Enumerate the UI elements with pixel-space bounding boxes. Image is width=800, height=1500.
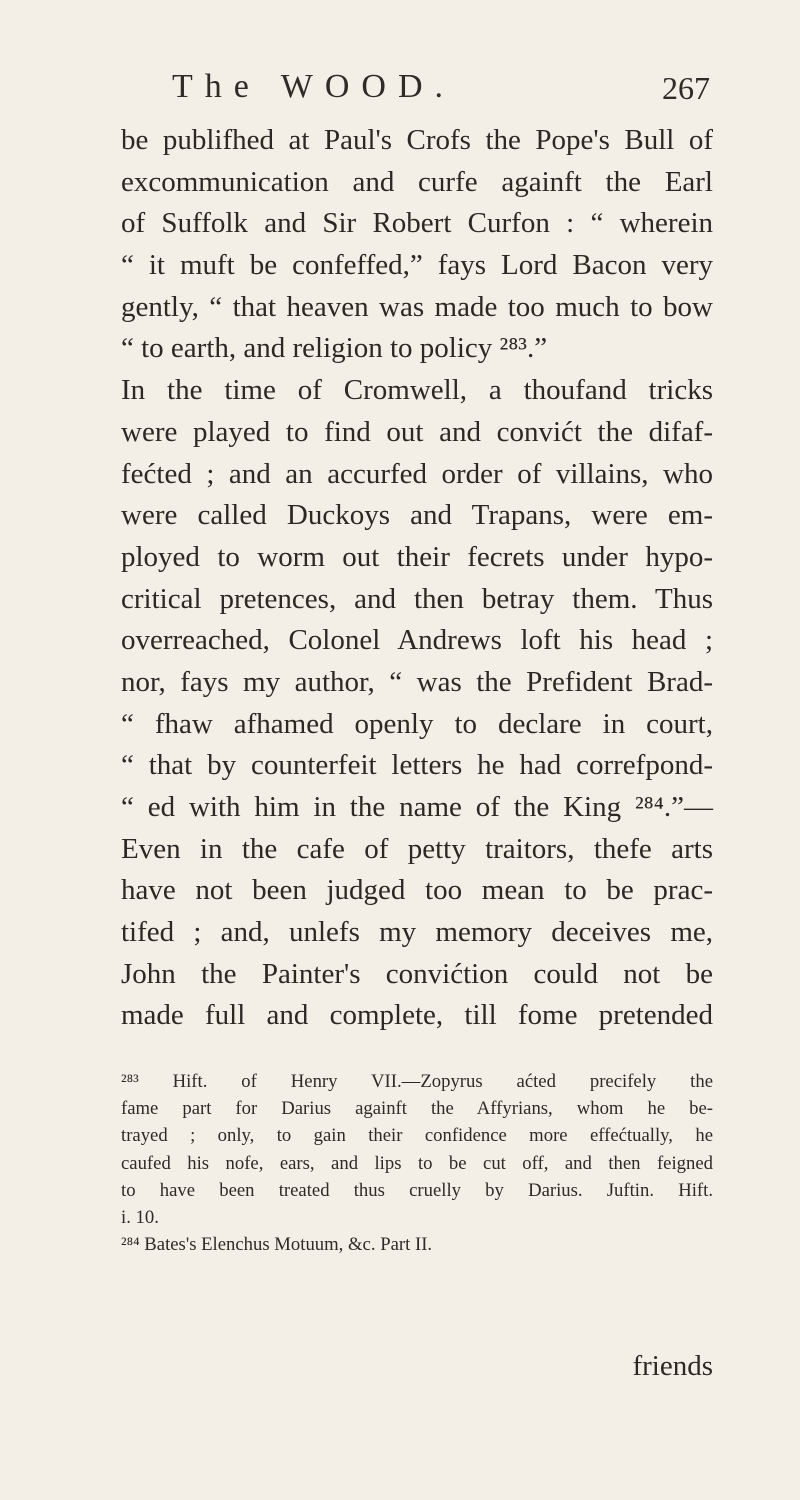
footnote-line: caufed his nofe, ears, and lips to be cut off, and then feigned (121, 1152, 713, 1174)
footnote-line: ²⁸⁴ Bates's Elenchus Motuum, &c. Part II. (121, 1234, 433, 1256)
text-line: gently, “ that heaven was made too much to bow (121, 290, 713, 323)
footnote-line: ²⁸³ Hift. of Henry VII.—Zopyrus aćted precifely the (121, 1071, 713, 1092)
text-line: of Suffolk and Sir Robert Curfon : “ wherein (121, 207, 713, 240)
text-line: “ ed with him in the name of the King ²⁸⁴.”— (121, 791, 713, 823)
catchword: friends (632, 1350, 713, 1382)
footnote-line: to have been treated thus cruelly by Darius. Juftin. Hift. (121, 1179, 713, 1201)
text-line: In the time of Cromwell, a thoufand tricks (121, 374, 713, 407)
text-line: critical pretences, and then betray them. Thus (121, 582, 713, 615)
footnote-line: i. 10. (121, 1206, 159, 1228)
main-text (121, 120, 713, 1037)
text-line: “ fhaw afhamed openly to declare in court, (121, 707, 713, 740)
text-line: “ it muft be confeffed,” fays Lord Bacon very (121, 249, 713, 282)
text-line: have not been judged too mean to be prac- (121, 874, 713, 907)
text-line: overreached, Colonel Andrews loft his head ; (121, 624, 713, 657)
text-line: were played to find out and convićt the difaf- (121, 415, 713, 448)
text-line: excommunication and curfe againft the Earl (121, 165, 713, 198)
running-head (100, 62, 710, 110)
text-line: were called Duckoys and Trapans, were em- (121, 499, 713, 532)
page-number: 267 (662, 70, 710, 106)
text-line: “ that by counterfeit letters he had correfpond- (121, 749, 713, 782)
text-line: be publifhed at Paul's Crofs the Pope's Bull of (121, 124, 713, 156)
text-line: fećted ; and an accurfed order of villains, who (121, 457, 713, 490)
text-line: “ to earth, and religion to policy ²⁸³.” (121, 332, 548, 365)
running-head-title: The WOOD. (172, 68, 455, 105)
footnote-line: fame part for Darius againft the Affyrians, whom he be- (121, 1098, 713, 1120)
footnotes (121, 1068, 713, 1258)
text-line: nor, fays my author, “ was the Prefident Brad- (121, 665, 713, 698)
text-line: John the Painter's convićtion could not be (121, 957, 713, 990)
text-line: Even in the cafe of petty traitors, thefe arts (121, 832, 713, 865)
footnote-line: trayed ; only, to gain their confidence more effećtually, he (121, 1125, 713, 1147)
text-line: made full and complete, till fome pretended (121, 999, 713, 1032)
text-line: tifed ; and, unlefs my memory deceives me, (121, 916, 713, 949)
text-line: ployed to worm out their fecrets under hypo- (121, 540, 713, 573)
